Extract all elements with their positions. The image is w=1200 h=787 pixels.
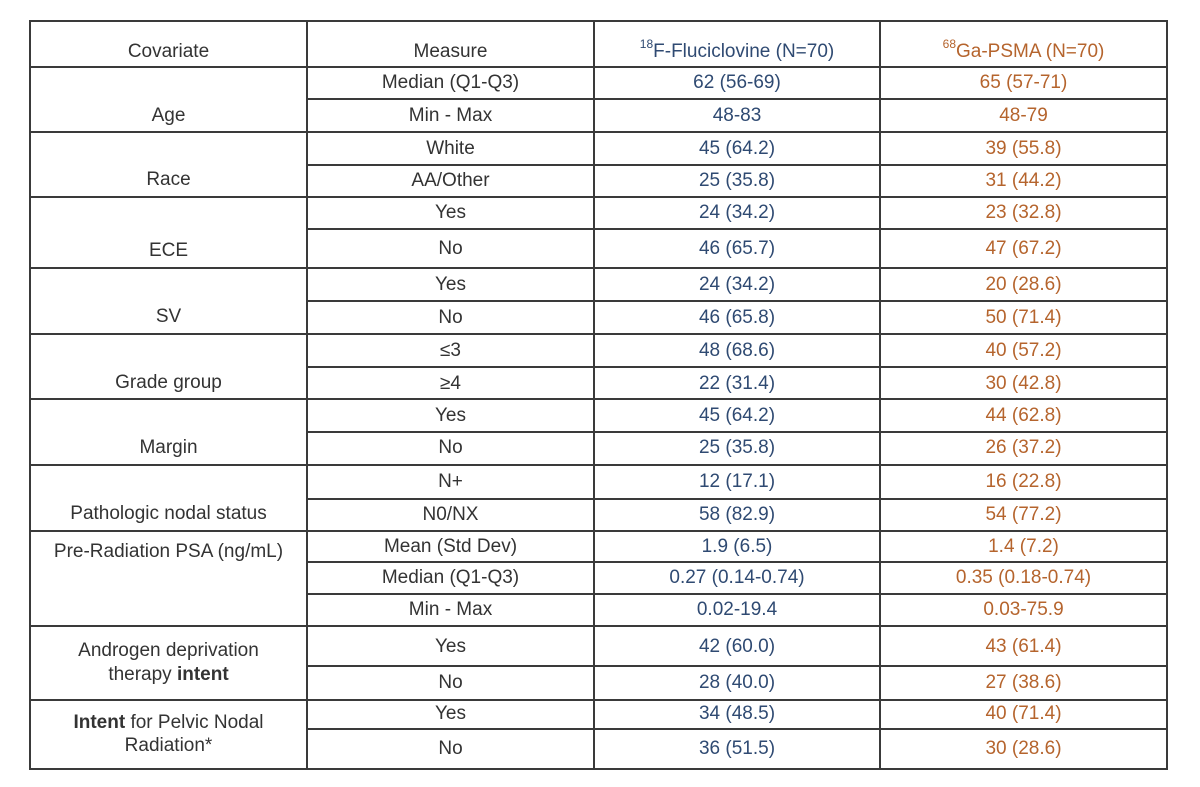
table-row	[30, 67, 1167, 99]
fluciclovine-value: 46 (65.7)	[594, 229, 880, 268]
measure-cell: No	[307, 432, 594, 465]
fluciclovine-value: 48 (68.6)	[594, 334, 880, 367]
fluciclovine-value: 24 (34.2)	[594, 197, 880, 229]
fluciclovine-value: 58 (82.9)	[594, 499, 880, 531]
measure-cell: Yes	[307, 700, 594, 729]
table-row	[30, 626, 1167, 666]
measure-cell: Yes	[307, 197, 594, 229]
covariate-androgen-deprivation-therapy-intent	[30, 626, 307, 699]
adt-label-line1: Androgen deprivation	[78, 640, 259, 662]
adt-label-line2	[35, 663, 302, 687]
measure-cell: Yes	[307, 626, 594, 666]
table-row	[30, 334, 1167, 367]
covariate-age: Age	[30, 67, 307, 132]
pelvic-label-line1	[35, 711, 302, 735]
fluciclovine-value: 36 (51.5)	[594, 729, 880, 769]
covariate-table	[29, 20, 1168, 770]
header-covariate: Covariate	[30, 21, 307, 67]
covariate-grade-group: Grade group	[30, 334, 307, 399]
fluciclovine-value: 34 (48.5)	[594, 700, 880, 729]
header-psma-label: Ga-PSMA (N=70)	[956, 41, 1105, 63]
covariate-pathologic-nodal-status: Pathologic nodal status	[30, 465, 307, 531]
psma-value: 30 (28.6)	[880, 729, 1167, 769]
measure-cell: Median (Q1-Q3)	[307, 67, 594, 99]
header-fluciclovine-label: F-Fluciclovine (N=70)	[653, 41, 835, 63]
fluciclovine-value: 25 (35.8)	[594, 432, 880, 465]
psma-value: 54 (77.2)	[880, 499, 1167, 531]
psma-value: 1.4 (7.2)	[880, 531, 1167, 562]
fluciclovine-value: 0.27 (0.14-0.74)	[594, 562, 880, 594]
pelvic-label-plain: for Pelvic Nodal	[125, 711, 264, 733]
psma-value: 44 (62.8)	[880, 399, 1167, 431]
measure-cell: AA/Other	[307, 165, 594, 197]
pelvic-label-line2: Radiation*	[124, 735, 213, 757]
measure-cell: Median (Q1-Q3)	[307, 562, 594, 594]
pelvic-label-bold: Intent	[73, 711, 126, 733]
fluciclovine-value: 0.02-19.4	[594, 594, 880, 626]
covariate-margin: Margin	[30, 399, 307, 464]
fluciclovine-value: 22 (31.4)	[594, 367, 880, 399]
psma-value: 26 (37.2)	[880, 432, 1167, 465]
psma-value: 47 (67.2)	[880, 229, 1167, 268]
psma-value: 65 (57-71)	[880, 67, 1167, 99]
covariate-pre-radiation-psa-label: Pre-Radiation PSA (ng/mL)	[53, 540, 284, 562]
covariate-sv: SV	[30, 268, 307, 334]
measure-cell: No	[307, 729, 594, 769]
fluciclovine-value: 28 (40.0)	[594, 666, 880, 699]
table-row	[30, 197, 1167, 229]
covariate-pre-radiation-psa	[30, 531, 307, 626]
psma-value: 40 (57.2)	[880, 334, 1167, 367]
psma-value: 48-79	[880, 99, 1167, 132]
header-fluciclovine-isotope: 18	[639, 37, 654, 52]
table-row	[30, 399, 1167, 431]
fluciclovine-value: 12 (17.1)	[594, 465, 880, 499]
table-row	[30, 531, 1167, 562]
fluciclovine-value: 62 (56-69)	[594, 67, 880, 99]
fluciclovine-value: 1.9 (6.5)	[594, 531, 880, 562]
table-row	[30, 700, 1167, 729]
table-row	[30, 465, 1167, 499]
table-row	[30, 268, 1167, 301]
psma-value: 31 (44.2)	[880, 165, 1167, 197]
adt-label-plain: therapy	[108, 663, 177, 685]
fluciclovine-value: 45 (64.2)	[594, 132, 880, 164]
measure-cell: Yes	[307, 399, 594, 431]
measure-cell: White	[307, 132, 594, 164]
psma-value: 23 (32.8)	[880, 197, 1167, 229]
psma-value: 40 (71.4)	[880, 700, 1167, 729]
psma-value: 27 (38.6)	[880, 666, 1167, 699]
header-psma-isotope: 68	[942, 37, 956, 52]
header-row	[30, 21, 1167, 67]
measure-cell: ≤3	[307, 334, 594, 367]
table-row	[30, 132, 1167, 164]
measure-cell: Yes	[307, 268, 594, 301]
covariate-race: Race	[30, 132, 307, 196]
fluciclovine-value: 48-83	[594, 99, 880, 132]
measure-cell: No	[307, 229, 594, 268]
covariate-ece: ECE	[30, 197, 307, 268]
psma-value: 0.03-75.9	[880, 594, 1167, 626]
measure-cell: No	[307, 666, 594, 699]
psma-value: 16 (22.8)	[880, 465, 1167, 499]
measure-cell: Min - Max	[307, 99, 594, 132]
covariate-intent-pelvic-nodal-radiation	[30, 700, 307, 769]
fluciclovine-value: 45 (64.2)	[594, 399, 880, 431]
psma-value: 30 (42.8)	[880, 367, 1167, 399]
header-fluciclovine	[594, 21, 880, 67]
psma-value: 50 (71.4)	[880, 301, 1167, 334]
fluciclovine-value: 42 (60.0)	[594, 626, 880, 666]
header-psma	[880, 21, 1167, 67]
psma-value: 43 (61.4)	[880, 626, 1167, 666]
measure-cell: No	[307, 301, 594, 334]
psma-value: 0.35 (0.18-0.74)	[880, 562, 1167, 594]
psma-value: 39 (55.8)	[880, 132, 1167, 164]
measure-cell: Min - Max	[307, 594, 594, 626]
fluciclovine-value: 25 (35.8)	[594, 165, 880, 197]
fluciclovine-value: 24 (34.2)	[594, 268, 880, 301]
measure-cell: ≥4	[307, 367, 594, 399]
measure-cell: Mean (Std Dev)	[307, 531, 594, 562]
adt-label-bold: intent	[176, 663, 229, 685]
header-measure: Measure	[307, 21, 594, 67]
measure-cell: N+	[307, 465, 594, 499]
psma-value: 20 (28.6)	[880, 268, 1167, 301]
fluciclovine-value: 46 (65.8)	[594, 301, 880, 334]
measure-cell: N0/NX	[307, 499, 594, 531]
